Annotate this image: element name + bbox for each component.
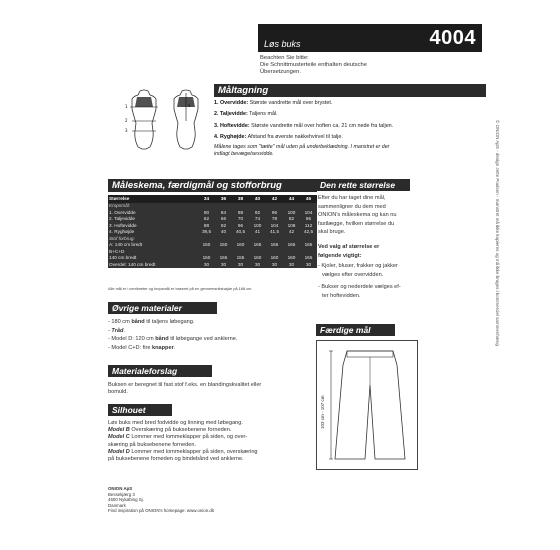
figure-label-3: 3 (125, 128, 128, 133)
maaltagning-list (214, 100, 482, 158)
size-table (108, 195, 317, 268)
silhouet-line: Model C Lommer med lommeklapper på siden, og over- (108, 434, 248, 441)
maaleskema-heading: Måleskema, færdigmål og stofforbrug (108, 179, 317, 192)
materialeforslag-heading: Materialeforslag (108, 365, 212, 377)
measure-item: 2. Taljevidde: Taljens mål. (214, 111, 278, 118)
table-row: 140 cm bredt 150 155 155 160 160 160 165 (109, 255, 313, 260)
german-note: Beachten Sie bitte: Die Schnittmusterteile enthalten deutsche Übersetzungen. (260, 55, 367, 75)
table-section-row: Stof forbrug: (109, 235, 135, 241)
figure-label-1: 1 (125, 104, 128, 109)
size-header-row: Størrelse 34 36 38 40 42 44 46 (108, 195, 317, 203)
table-footnote: Alle mål er i centimeter og kropsmål er baseret på en gennemsnitshøjde på 168 cm. (108, 286, 253, 291)
size-guide-bullet: - Kjoler, bluser, frakker og jakker vælges efter overvidden. (318, 263, 398, 278)
material-item: - 180 cm bånd til taljens løbegang. (108, 319, 195, 325)
oevrige-heading: Øvrige materialer (108, 302, 217, 314)
figure-label-2: 2 (125, 118, 128, 123)
table-row: 1. Overvidde 80 84 88 92 96 100 104 (109, 209, 313, 215)
table-row: B+C+D (109, 248, 125, 254)
table-row: A: 140 cm bredt 150 150 160 165 165 165 165 (109, 242, 313, 247)
silhouet-line: Model B Overskæring på buksebenene forneden. (108, 427, 232, 434)
figure-label-4: 4 (188, 103, 191, 108)
pattern-sheet (90, 24, 482, 534)
length-dimension-label: 103 cm - 107 cm (320, 395, 325, 429)
pattern-number: 4004 (429, 27, 476, 49)
silhouet-heading: Silhouet (108, 404, 172, 416)
body-figure-illustration (120, 87, 212, 169)
trousers-icon (327, 345, 413, 465)
silhouet-line: Løs buks med bred fodvidde og linning med løbegang. (108, 420, 243, 426)
footer-address: ONION ApS Bessekjærg 3 4500 Nykøbing Sj. Danmark Find inspiration på ONION's homepage: www.onion.dk (108, 486, 215, 514)
table-row: Overdel: 140 cm bredt 30 30 30 30 30 30 30 (109, 261, 312, 267)
title-block (258, 24, 482, 52)
table-row: 2. Taljevidde 62 66 70 74 78 82 86 (109, 216, 312, 221)
trousers-diagram (316, 340, 418, 470)
pattern-title: Løs buks (264, 39, 301, 49)
material-item: - Model C+D: fire knapper. (108, 344, 176, 351)
faerdige-heading: Færdige mål (316, 324, 395, 336)
maaltagning-heading: Måltagning (214, 84, 486, 97)
size-guide-bullet: - Bukser og nederdele vælges ef- ter hoftevidden. (318, 284, 401, 299)
table-row: 3. Hoftevidde 88 92 96 100 104 108 112 (109, 222, 313, 228)
material-item: - Tråd. (108, 327, 126, 334)
materialeforslag-text: Buksen er beregnet til fast stof f.eks. en blandingskvalitet eller bomuld. (108, 382, 262, 396)
measure-item: 4. Ryghøjde: Afstand fra øverste nakkehvirvel til talje. (214, 133, 343, 140)
oevrige-list (108, 318, 323, 352)
measure-item: 1. Overvidde: Største vandrette mål over brystet. (214, 100, 333, 106)
silhouet-text (108, 420, 323, 463)
silhouet-line: Model D Lommer med lommeklapper på siden, overskæring (108, 448, 258, 455)
silhouet-line: skæring på buksebenene forneden. (108, 441, 197, 448)
table-row: 4. Ryghøjde 39,5 40 40,5 41 41,5 42 42,5 (109, 229, 314, 234)
silhouet-line: på buksebenene forneden og bindebånd ved anklerne. (108, 456, 244, 463)
table-section-row: Kropsmål: (109, 203, 131, 208)
material-item: - Model D: 120 cm bånd til løbegange ved anklerne. (108, 336, 238, 343)
measure-note: Målene tages som "tætte" mål uden på underbeklædning. I manstret er der indlagt bevægelsesvidde. (214, 144, 390, 158)
measure-item: 3. Hoftevidde: Største vandrette mål over hoften ca. 21 cm nede fra taljen. (214, 122, 394, 129)
den-rette-heading: Den rette størrelse (316, 179, 410, 191)
copyright-vertical-text: © ONION ApS - design Jette Poulsen - mønstret må ikke kopieres og må ikke bruges i kommerciel sammenhæng (495, 120, 500, 346)
den-rette-text: Efter du har taget dine mål, sammenligner du dem med ONION's måleskema og kan nu fastlægge, hvilken størrelse du skal bruge. Ved valg af størrelse er følgende vigtigt: - Kjoler, bluser, frakker og jakker vælges efter overvidden. - Bukser og nederdele vælges ef- ter hoftevidden. (318, 194, 418, 301)
